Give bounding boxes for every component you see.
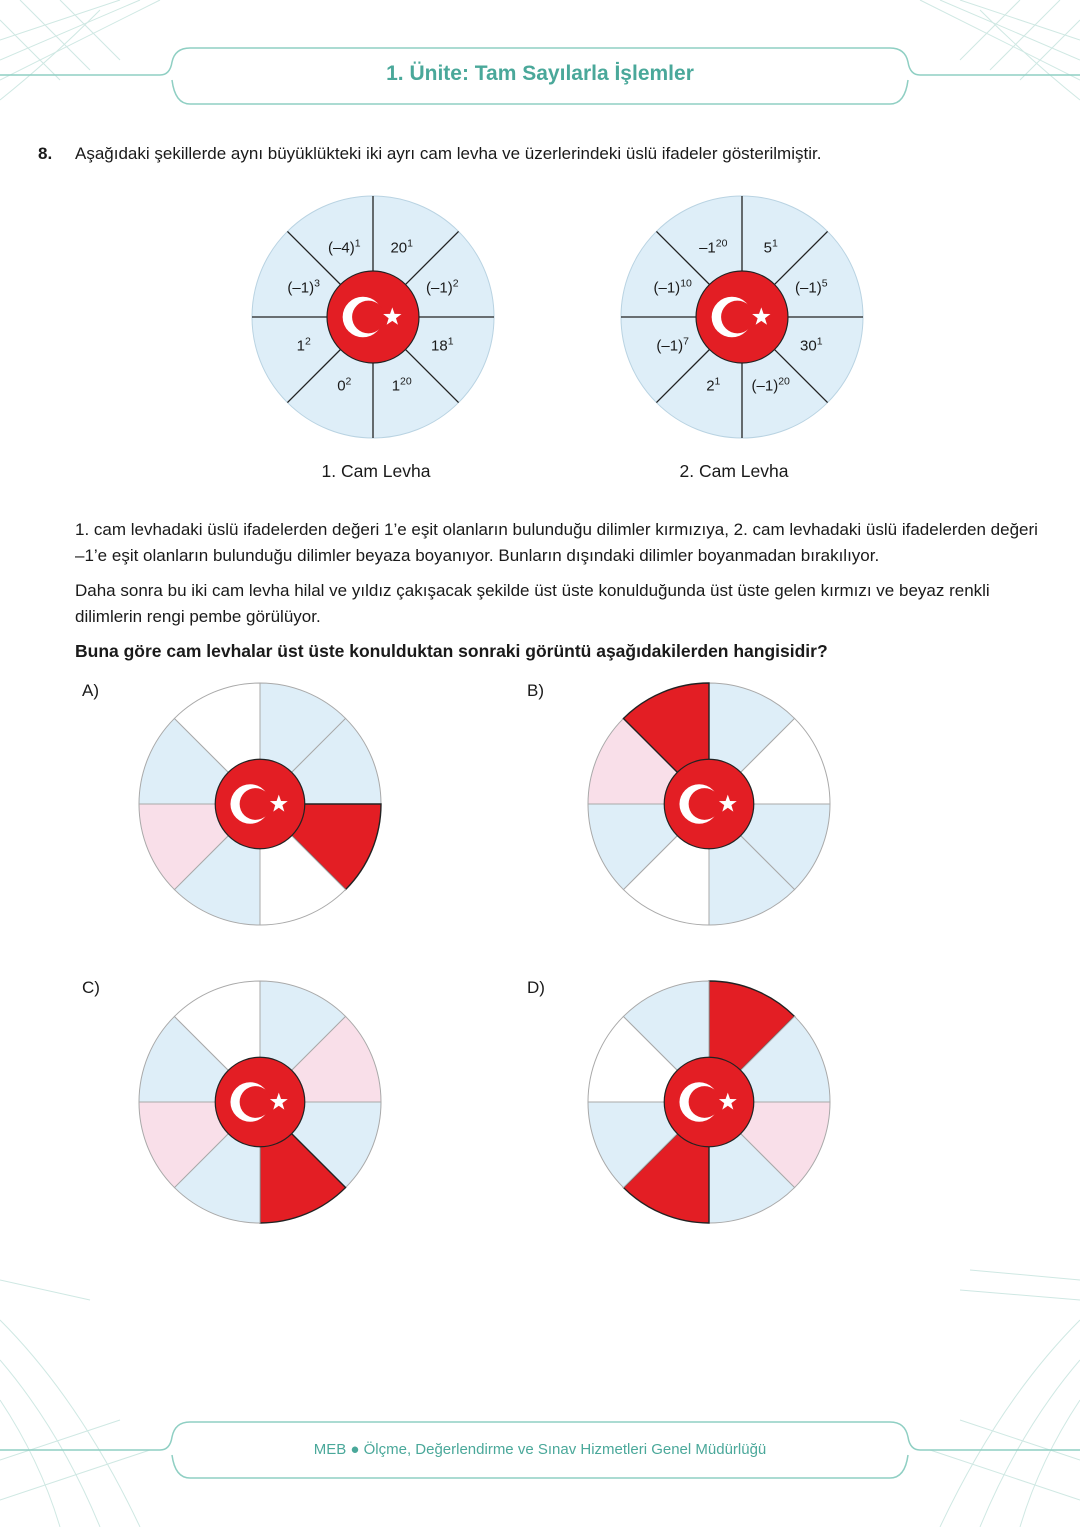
question-paragraph-1: 1. cam levhadaki üslü ifadelerden değeri 1’e eşit olanların bulunduğu dilimler kırmızıya, 2. cam levhadaki üslü ifadelerden değeri –1’e eşit olanların bulunduğu dilimler beyaza boyanıyor. Bunların dışındaki dilimler boyanmadan bırakılıyor. (75, 520, 1038, 565)
segment-label: $20^1$ (390, 237, 413, 257)
crescent-inner (689, 1086, 721, 1118)
segment-label: $18^1$ (431, 335, 454, 355)
plate-1-caption: 1. Cam Levha (321, 461, 431, 481)
question-paragraph-2: Daha sonra bu iki cam levha hilal ve yıldız çakışacak şekilde üst üste konulduğunda üst üste gelen kırmızı ve beyaz renkli dilimlerin rengi pembe görülüyor. (75, 581, 990, 626)
segment-label: $1^{20}$ (391, 375, 412, 395)
option-d-label[interactable]: D) (527, 978, 545, 997)
segment-label: $(-4)^1$ (328, 237, 361, 257)
segment-label: $(-1)^5$ (795, 277, 828, 297)
segment-label: $30^1$ (800, 335, 823, 355)
crescent-inner (689, 788, 721, 820)
crescent-inner (240, 1086, 272, 1118)
segment-label: $2^1$ (706, 375, 721, 395)
question-stem: Aşağıdaki şekillerde aynı büyüklükteki iki ayrı cam levha ve üzerlerindeki üslü ifadeler gösterilmiştir. (75, 144, 822, 163)
question-number: 8. (38, 144, 53, 163)
option-c-label[interactable]: C) (82, 978, 100, 997)
corner-pattern-bottom-right (930, 1270, 1080, 1527)
segment-label: $(-1)^7$ (656, 335, 689, 355)
plate-2-caption: 2. Cam Levha (679, 461, 789, 481)
segment-label: $(-1)^2$ (426, 277, 459, 297)
corner-pattern-bottom-left (0, 1280, 150, 1527)
page-title: 1. Ünite: Tam Sayılarla İşlemler (386, 62, 694, 85)
segment-label: $(-1)^{10}$ (653, 277, 692, 297)
segment-label: $-1^{20}$ (699, 237, 728, 257)
segment-label: $5^1$ (763, 237, 778, 257)
footer-text: MEB ● Ölçme, Değerlendirme ve Sınav Hizmetleri Genel Müdürlüğü (313, 1441, 767, 1458)
segment-label: $(-1)^{20}$ (751, 375, 790, 395)
option-a-label[interactable]: A) (82, 681, 99, 700)
segment-label: $(-1)^3$ (287, 277, 320, 297)
segment-label: $1^2$ (296, 335, 311, 355)
crescent-inner (721, 301, 754, 334)
crescent-inner (240, 788, 272, 820)
segment-label: $0^2$ (337, 375, 352, 395)
question-prompt: Buna göre cam levhalar üst üste konulduktan sonraki görüntü aşağıdakilerden hangisidir? (75, 641, 828, 661)
crescent-inner (352, 301, 385, 334)
option-b-label[interactable]: B) (527, 681, 544, 700)
